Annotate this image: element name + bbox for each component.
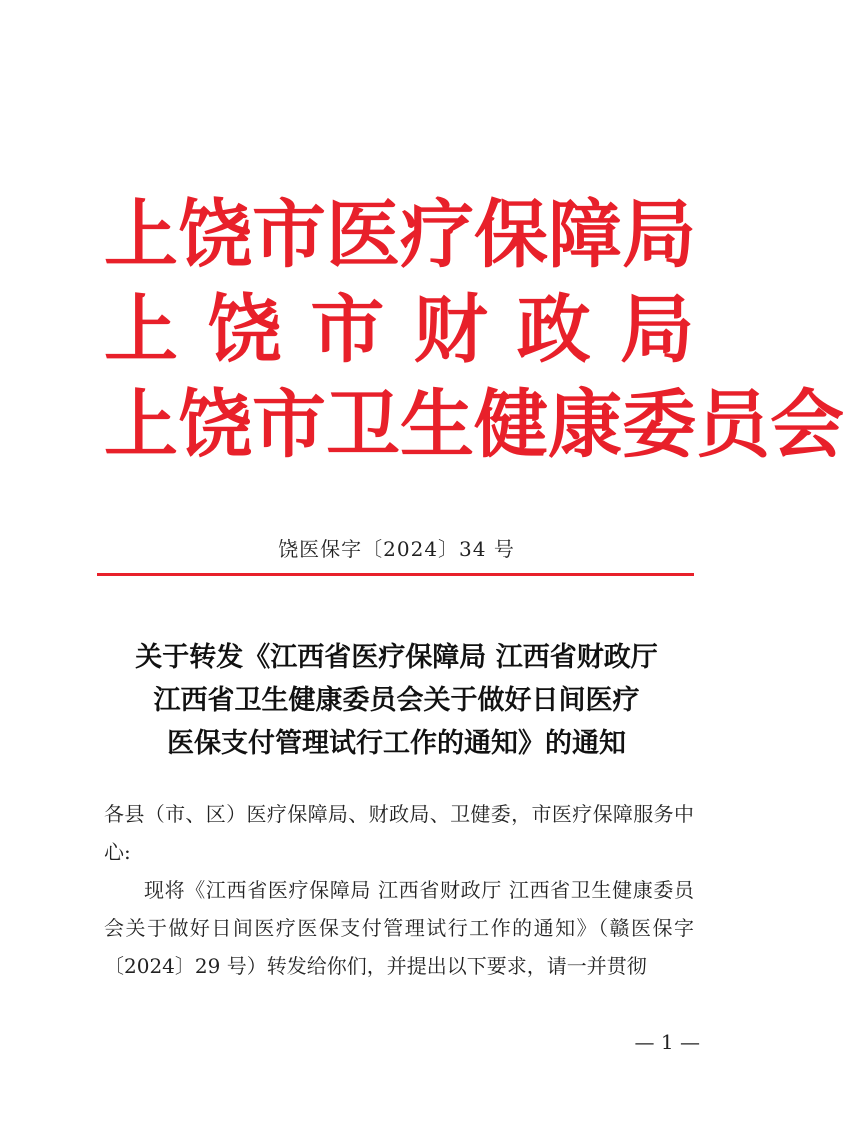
- document-body: [104, 795, 694, 985]
- addressee-paragraph: 各县（市、区）医疗保障局、财政局、卫健委，市医疗保障服务中心:: [104, 802, 694, 864]
- org-line-health-commission: 上饶市卫生健康委员会: [104, 382, 844, 468]
- body-paragraph: 现将《江西省医疗保障局 江西省财政厅 江西省卫生健康委员会关于做好日间医疗医保支付管理试行工作的通知》（赣医保字〔2024〕29 号）转发给你们，并提出以下要求，请一并贯彻: [104, 878, 694, 978]
- title-line-2: 江西省卫生健康委员会关于做好日间医疗: [153, 685, 640, 716]
- page-number: — 1 —: [634, 1030, 700, 1054]
- title-line-1: 关于转发《江西省医疗保障局 江西省财政厅: [135, 642, 658, 673]
- issuing-organizations-header: [104, 188, 844, 473]
- org-line-finance-bureau: 上 饶 市 财 政 局: [104, 287, 694, 373]
- org-line-medical-security-bureau: 上饶市医疗保障局: [104, 192, 696, 278]
- red-divider-line: [97, 573, 694, 576]
- title-line-3: 医保支付管理试行工作的通知》的通知: [167, 728, 626, 759]
- document-number: 饶医保字〔2024〕34 号: [278, 537, 515, 561]
- document-title: [80, 636, 713, 765]
